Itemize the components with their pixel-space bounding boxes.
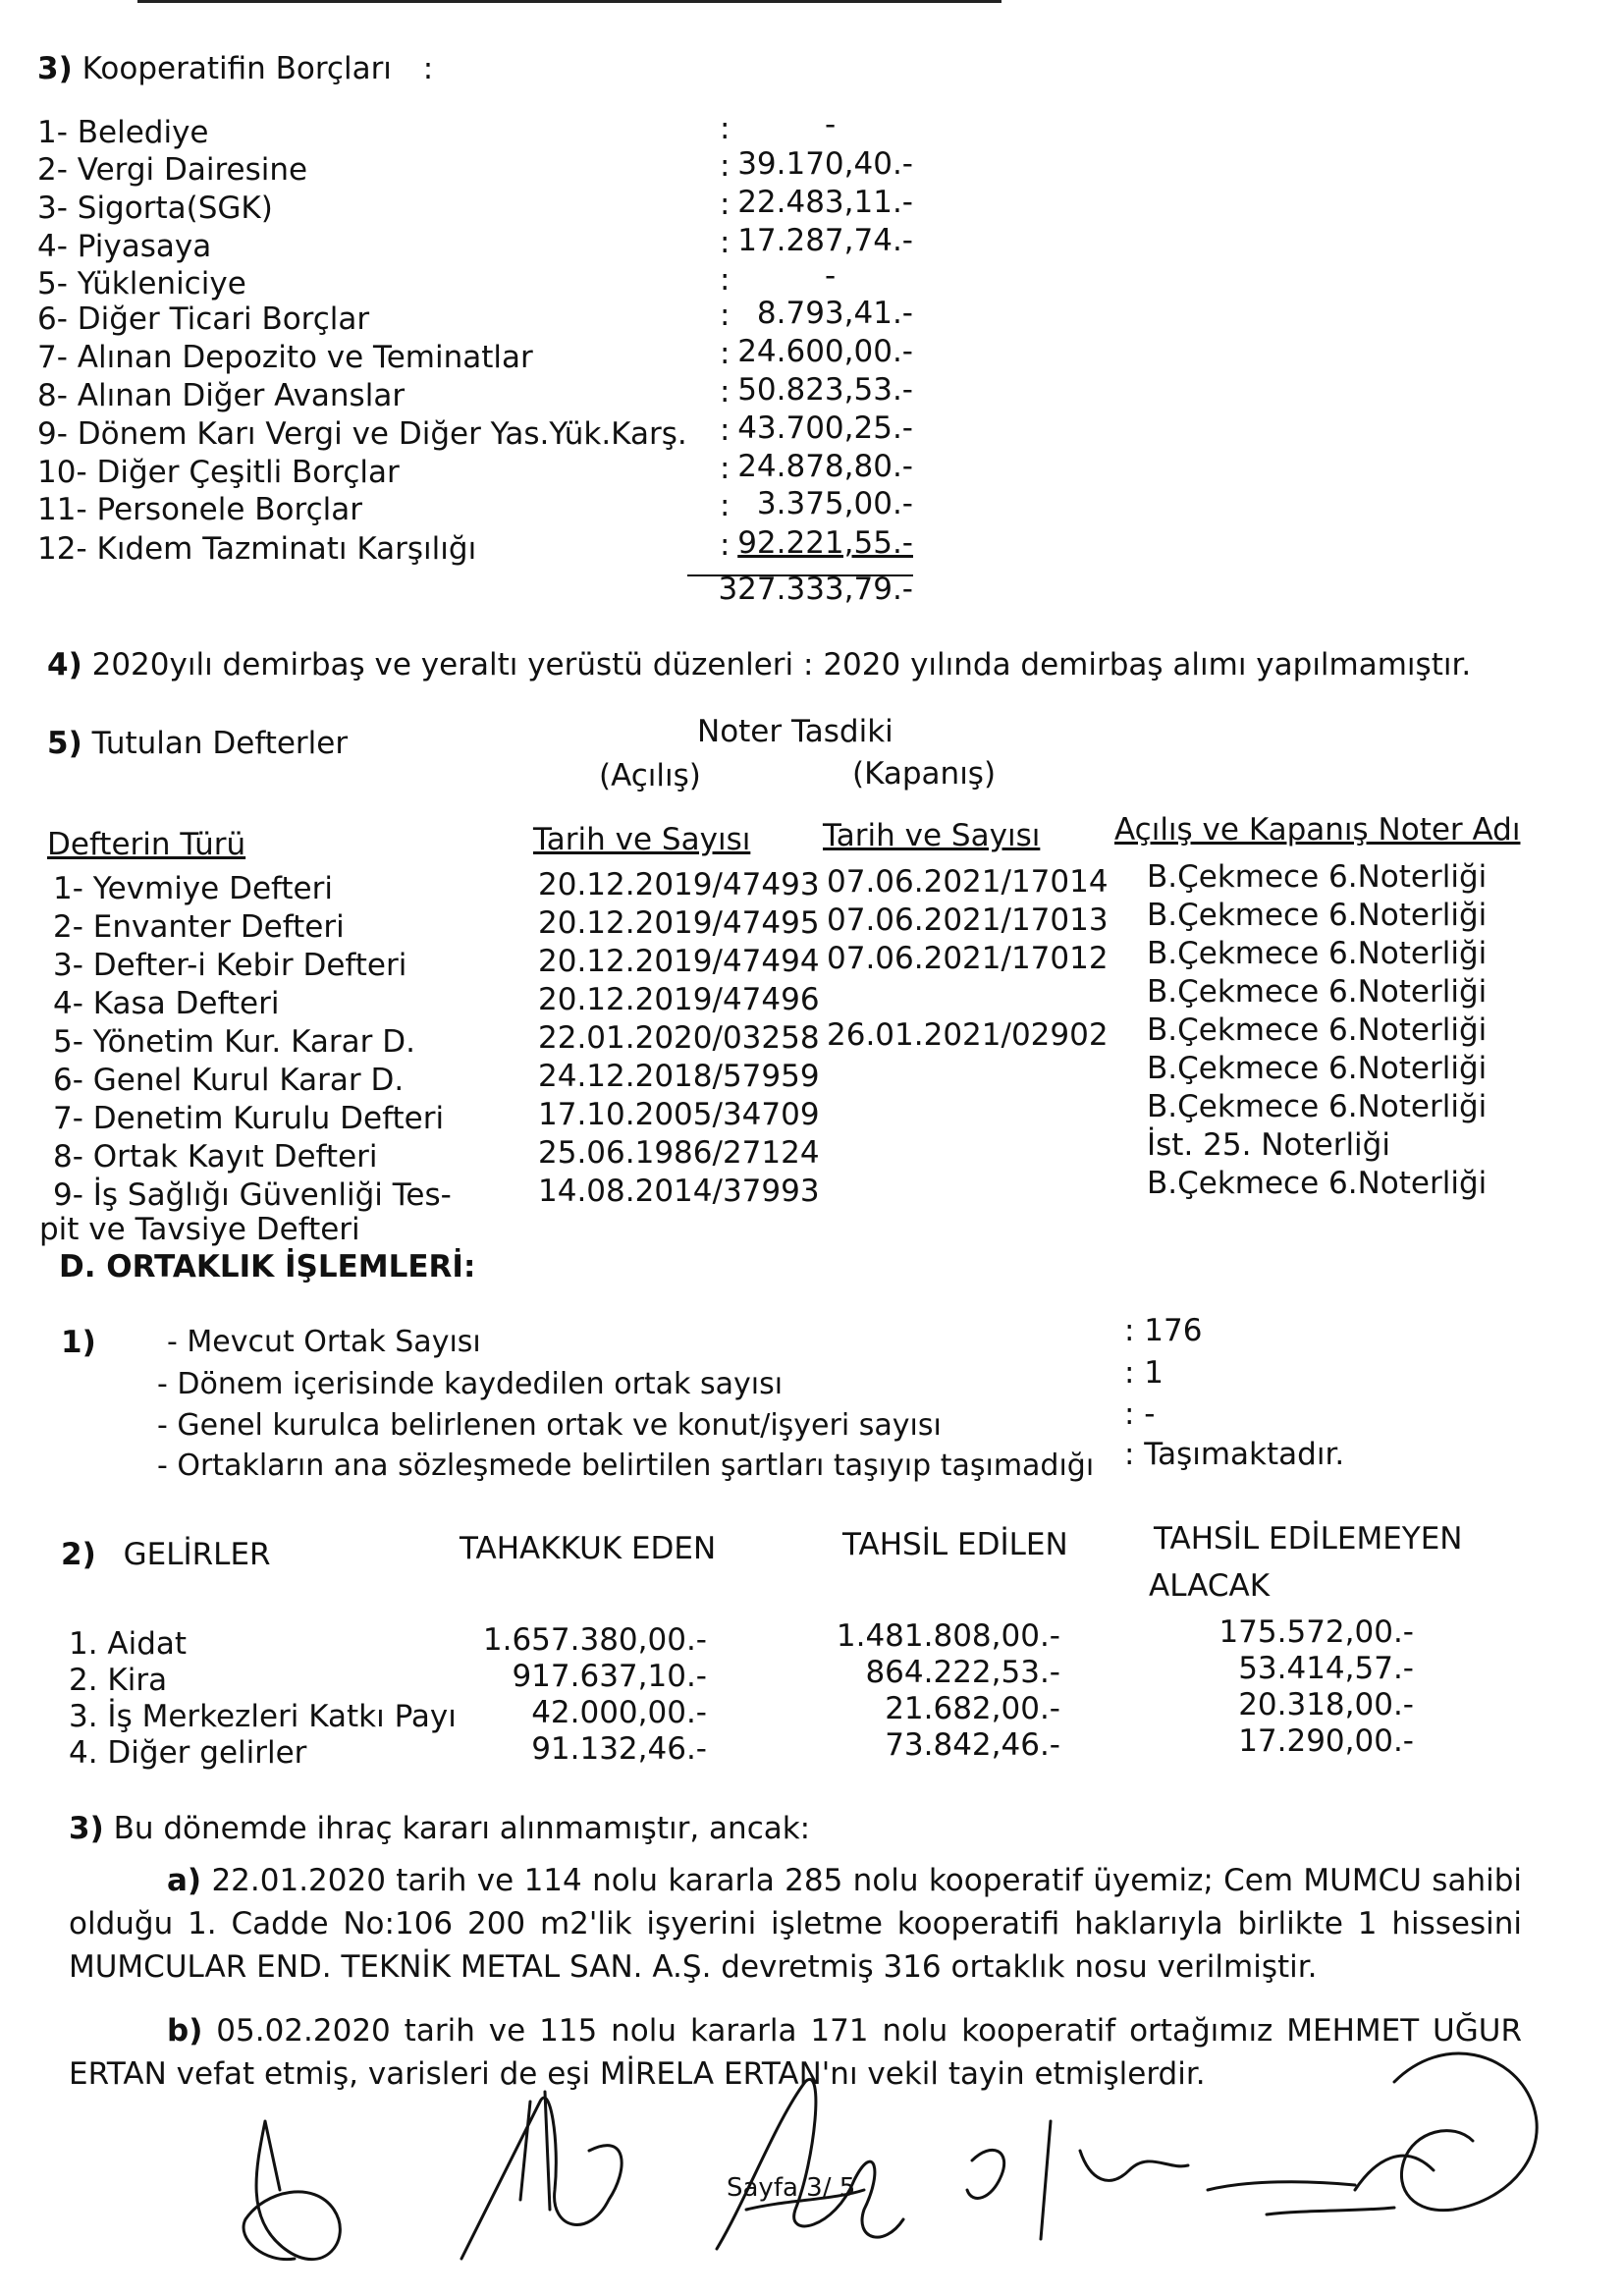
debt-colon: :: [720, 148, 731, 184]
kapanis-label: (Kapanış): [852, 756, 997, 792]
income-tahakkuk: 91.132,46.-: [531, 1731, 707, 1767]
signature-6: [1394, 2053, 1537, 2211]
section3b-number: 3): [69, 1811, 104, 1846]
ortak-label: - Genel kurulca belirlenen ortak ve konut/işyeri sayısı: [157, 1408, 942, 1443]
debt-value: -: [825, 107, 837, 142]
section-d-item1-number: 1): [61, 1325, 96, 1360]
ortak-value: : -: [1124, 1396, 1156, 1432]
debt-value: 24.600,00.-: [737, 334, 913, 369]
gelirler-number: 2): [61, 1537, 96, 1572]
ortak-value: : 1: [1124, 1355, 1164, 1391]
book-name: 1- Yevmiye Defteri: [53, 871, 333, 906]
paragraph-a-label: a): [167, 1863, 202, 1898]
top-rule: [137, 0, 1001, 3]
book-name: 2- Envanter Defteri: [53, 909, 345, 945]
debt-colon: :: [720, 225, 731, 260]
book-noter: B.Çekmece 6.Noterliği: [1147, 1166, 1488, 1201]
paragraph-a-text: 22.01.2020 tarih ve 114 nolu kararla 285 nolu kooperatif üyemiz; Cem MUMCU sahibi olduğu 1. Cadde No:106 200 m2'lik işyerini işletme kooperatifi haklarıyla birlikte 1 hissesini MUMCULAR END. TEKNİK METAL SAN. A.Ş. devretmiş 316 ortaklık nosu verilmiştir.: [69, 1863, 1522, 1985]
signature-3: [717, 2079, 903, 2249]
book-open-date: 20.12.2019/47496: [538, 982, 820, 1017]
section5-number: 5): [47, 726, 82, 761]
debt-value: 24.878,80.-: [737, 449, 913, 484]
col-tahakkuk: TAHAKKUK EDEN: [460, 1531, 717, 1566]
section5-title: Tutulan Defterler: [91, 726, 349, 761]
book-open-date: 20.12.2019/47493: [538, 867, 820, 902]
paragraph-b-text: 05.02.2020 tarih ve 115 nolu kararla 171 nolu kooperatif ortağımız MEHMET UĞUR ERTAN vefat etmiş, varisleri de eşi MİRELA ERTAN'nı vekil tayin etmişlerdir.: [69, 2013, 1523, 2092]
book-open-date: 25.06.1986/27124: [538, 1135, 820, 1171]
debt-value: 22.483,11.-: [737, 185, 913, 220]
debt-colon: :: [720, 412, 731, 448]
income-tahsil: 21.682,00.-: [885, 1691, 1060, 1726]
debt-colon: :: [720, 262, 731, 298]
header-kapanis-tarih: Tarih ve Sayısı: [823, 818, 1041, 853]
col-alacak: ALACAK: [1149, 1568, 1271, 1604]
noter-title: Noter Tasdiki: [697, 714, 893, 749]
paragraph-b-label: b): [167, 2013, 203, 2049]
page-number: Sayfa 3/ 5: [727, 2173, 856, 2203]
header-acilis-tarih: Tarih ve Sayısı: [533, 822, 751, 857]
debt-value: 17.287,74.-: [737, 223, 913, 258]
signatures: [0, 2043, 1624, 2296]
section-d-title: D. ORTAKLIK İŞLEMLERİ:: [59, 1249, 476, 1285]
book-noter: İst. 25. Noterliği: [1147, 1127, 1390, 1163]
debt-total: 327.333,79.-: [718, 572, 913, 607]
debt-label: 6- Diğer Ticari Borçlar: [37, 301, 370, 337]
book-noter: B.Çekmece 6.Noterliği: [1147, 898, 1488, 933]
ortak-value: : 176: [1124, 1313, 1203, 1348]
section5-heading: [47, 726, 349, 761]
book-noter: B.Çekmece 6.Noterliği: [1147, 936, 1488, 971]
debt-value: 8.793,41.-: [756, 296, 913, 331]
book-close-date: 07.06.2021/17012: [827, 941, 1109, 976]
income-name: 3. İş Merkezleri Katkı Payı: [69, 1699, 457, 1734]
book-close-date: 07.06.2021/17014: [827, 864, 1109, 900]
debt-colon: :: [720, 488, 731, 523]
debt-colon: :: [720, 451, 731, 486]
header-defter-turu: Defterin Türü: [47, 827, 246, 862]
debt-value: -: [825, 258, 837, 294]
gelirler-title: GELİRLER: [123, 1537, 271, 1572]
income-tahsil: 864.222,53.-: [865, 1655, 1060, 1690]
book-close-date: 07.06.2021/17013: [827, 902, 1109, 938]
debt-colon: :: [720, 336, 731, 371]
signature-4: [967, 2121, 1188, 2239]
section3-colon: :: [422, 51, 434, 86]
ortak-label: - Mevcut Ortak Sayısı: [167, 1325, 481, 1359]
section4-number: 4): [47, 647, 82, 683]
debt-label: 8- Alınan Diğer Avanslar: [37, 378, 406, 413]
income-tahsil: 73.842,46.-: [885, 1727, 1060, 1763]
debt-value: 50.823,53.-: [737, 372, 913, 408]
book-noter: B.Çekmece 6.Noterliği: [1147, 859, 1488, 895]
income-name: 1. Aidat: [69, 1626, 188, 1662]
debt-colon: :: [720, 527, 731, 563]
debt-label: 3- Sigorta(SGK): [37, 191, 273, 226]
book-close-date: 26.01.2021/02902: [827, 1017, 1109, 1053]
book-name: 3- Defter-i Kebir Defteri: [53, 948, 407, 983]
paragraph-a: [69, 1859, 1522, 1989]
book-name: 6- Genel Kurul Karar D.: [53, 1063, 405, 1098]
section3b-line: [69, 1811, 811, 1846]
debt-label: 1- Belediye: [37, 115, 209, 150]
book-name: 9- İş Sağlığı Güvenliği Tes-: [53, 1177, 452, 1213]
debt-label: 2- Vergi Dairesine: [37, 152, 308, 188]
debt-value: 39.170,40.-: [737, 146, 913, 182]
book-name: 5- Yönetim Kur. Karar D.: [53, 1024, 415, 1060]
debt-label: 11- Personele Borçlar: [37, 492, 362, 527]
acilis-label: (Açılış): [599, 758, 701, 793]
debt-colon: :: [720, 298, 731, 333]
signature-5: [1208, 2156, 1434, 2214]
signature-1: [244, 2121, 340, 2260]
book-noter: B.Çekmece 6.Noterliği: [1147, 1012, 1488, 1048]
income-tahsil: 1.481.808,00.-: [836, 1618, 1060, 1654]
income-alacak: 20.318,00.-: [1238, 1687, 1414, 1722]
section4-text: 2020yılı demirbaş ve yeraltı yerüstü düzenleri : 2020 yılında demirbaş alımı yapılmamıştır.: [91, 647, 1472, 683]
debt-value: 43.700,25.-: [737, 410, 913, 446]
debt-label: 5- Yükleniciye: [37, 266, 246, 301]
section4-line: [47, 647, 1472, 683]
debt-label: 9- Dönem Karı Vergi ve Diğer Yas.Yük.Karş.: [37, 416, 687, 452]
debt-label: 4- Piyasaya: [37, 229, 212, 264]
income-alacak: 17.290,00.-: [1238, 1723, 1414, 1759]
book-noter: B.Çekmece 6.Noterliği: [1147, 974, 1488, 1010]
book-name: 4- Kasa Defteri: [53, 986, 280, 1021]
ortak-value: : Taşımaktadır.: [1124, 1437, 1345, 1472]
debt-colon: :: [720, 374, 731, 410]
book-open-date: 20.12.2019/47495: [538, 905, 820, 941]
book-open-date: 17.10.2005/34709: [538, 1097, 820, 1132]
book-name: 8- Ortak Kayıt Defteri: [53, 1139, 378, 1175]
ortak-label: - Ortakların ana sözleşmede belirtilen şartları taşıyıp taşımadığı: [157, 1449, 1095, 1483]
debt-label: 7- Alınan Depozito ve Teminatlar: [37, 340, 533, 375]
income-name: 2. Kira: [69, 1663, 168, 1698]
col-tahsil-edilemeyen: TAHSİL EDİLEMEYEN: [1154, 1521, 1463, 1557]
income-alacak: 175.572,00.-: [1218, 1614, 1414, 1650]
row9-continuation: pit ve Tavsiye Defteri: [39, 1212, 360, 1247]
debt-value: 92.221,55.-: [737, 525, 913, 561]
gelirler-heading: [61, 1537, 271, 1572]
income-tahakkuk: 917.637,10.-: [512, 1659, 707, 1694]
income-tahakkuk: 42.000,00.-: [531, 1695, 707, 1730]
debt-colon: :: [720, 187, 731, 222]
book-noter: B.Çekmece 6.Noterliği: [1147, 1089, 1488, 1124]
header-noter-adi: Açılış ve Kapanış Noter Adı: [1114, 812, 1521, 847]
book-open-date: 14.08.2014/37993: [538, 1174, 820, 1209]
debt-value: 3.375,00.-: [756, 486, 913, 521]
debt-label: 10- Diğer Çeşitli Borçlar: [37, 455, 400, 490]
book-open-date: 22.01.2020/03258: [538, 1020, 820, 1056]
signature-2: [461, 2092, 622, 2259]
income-alacak: 53.414,57.-: [1238, 1651, 1414, 1686]
debt-colon: :: [720, 111, 731, 146]
debt-label: 12- Kıdem Tazminatı Karşılığı: [37, 531, 477, 567]
income-name: 4. Diğer gelirler: [69, 1735, 307, 1771]
section3-title: Kooperatifin Borçları: [81, 51, 392, 86]
ortak-label: - Dönem içerisinde kaydedilen ortak sayısı: [157, 1367, 784, 1401]
income-tahakkuk: 1.657.380,00.-: [482, 1622, 707, 1658]
section3-heading: [37, 51, 434, 86]
section3-number: 3): [37, 51, 73, 86]
col-tahsil: TAHSİL EDİLEN: [842, 1527, 1068, 1562]
book-noter: B.Çekmece 6.Noterliği: [1147, 1051, 1488, 1086]
book-name: 7- Denetim Kurulu Defteri: [53, 1101, 445, 1136]
section3b-text: Bu dönemde ihraç kararı alınmamıştır, ancak:: [113, 1811, 811, 1846]
book-open-date: 24.12.2018/57959: [538, 1059, 820, 1094]
book-open-date: 20.12.2019/47494: [538, 944, 820, 979]
